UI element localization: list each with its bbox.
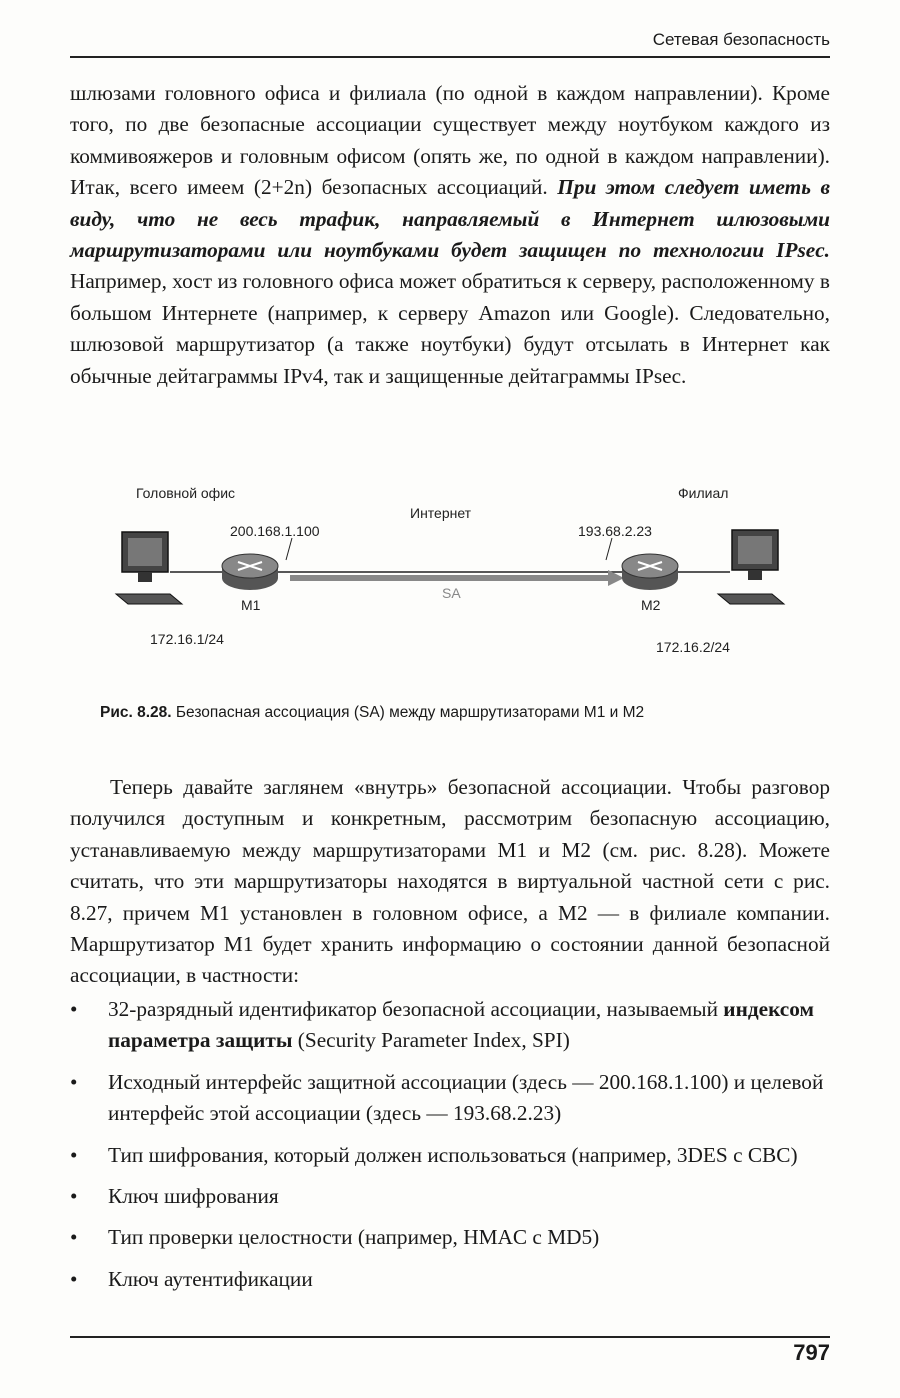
footer-rule [70,1336,830,1338]
list-item: • Тип шифрования, который должен использоваться (например, 3DES с CBC) [70,1140,830,1171]
list-item-text: 32-разрядный идентификатор безопасной ассоциации, называемый [108,997,724,1021]
list-item: • Исходный интерфейс защитной ассоциации (здесь — 200.168.1.100) и целевой интерфейс этой ассоциации (здесь — 193.68.2.23) [70,1067,830,1130]
router-m2-icon [622,554,678,590]
left-site-label: Головной офис [136,485,236,501]
ip-m1-label: 200.168.1.100 [230,523,320,539]
ip-m1-pointer [286,538,292,560]
figure-caption [100,704,644,722]
internet-label: Интернет [410,505,472,521]
paragraph-2: Теперь давайте заглянем «внутрь» безопасной ассоциации. Чтобы разговор получился доступным и конкретным, рассмотрим безопасную ассоциацию, устанавливаемую между маршрутизаторами M1 и M2 (см. рис. 8.28). Можете считать, что эти маршрутизаторы находятся в виртуальной частной сети с рис. 8.27, причем M1 установлен в головном офисе, а M2 — в филиале компании. Маршрутизатор M1 будет хранить информацию о состоянии данной безопасной ассоциации, в частности: [70,775,830,988]
figure-caption-text: Безопасная ассоциация (SA) между маршрутизаторами M1 и M2 [171,704,645,721]
paragraph-1-emphasis: При этом следует иметь в виду, что не весь трафик, направляемый в Интернет шлюзовыми маршрутизаторами или ноутбуками будет защищен по технологии IPsec. [70,175,830,263]
router-m1-label: M1 [241,597,261,613]
figure-caption-label: Рис. 8.28. [100,704,172,721]
router-m2-label: M2 [641,597,661,613]
page-number: 797 [793,1340,830,1365]
left-computer-icon [116,532,182,604]
list-item: • Ключ шифрования [70,1181,830,1212]
right-network-label: 172.16.2/24 [656,639,730,655]
paragraph-1-text-b: Например, хост из головного офиса может обратиться к серверу, расположенному в большом Интернете (например, к серверу Amazon или Google). Следовательно, шлюзовой маршрутизатор (а также ноутбуки) будут отсылать в Интернет как обычные дейтаграммы IPv4, так и защищенные дейтаграммы IPsec. [70,269,830,388]
list-item-text: (Security Parameter Index, SPI) [292,1028,570,1053]
paragraph-1 [70,78,830,392]
list-item: • Ключ аутентификации [70,1264,830,1295]
right-site-label: Филиал [678,485,729,501]
list-item-bold-term: индексом параметра защиты [108,997,815,1053]
ip-m2-label: 193.68.2.23 [578,523,652,539]
ip-m2-pointer [606,538,612,560]
sa-label: SA [442,585,461,601]
network-diagram [100,470,820,670]
left-network-label: 172.16.1/24 [150,631,224,647]
paragraph-1-text-a: шлюзами головного офиса и филиала (по одной в каждом направлении). Кроме того, по две безопасные ассоциации существует между ноутбуком каждого из коммивояжеров и головным офисом (опять же, по одной в каждом направлении). Итак, всего имеем (2+2n) безопасных ассоциаций. [70,81,830,200]
list-item: • Тип проверки целостности (например, HMAC с MD5) [70,1222,830,1253]
sa-state-list [70,994,830,1305]
running-header-title: Сетевая безопасность [652,30,830,49]
list-item [70,994,830,1057]
running-header [70,28,830,58]
router-m1-icon [222,554,278,590]
right-computer-icon [718,530,784,604]
